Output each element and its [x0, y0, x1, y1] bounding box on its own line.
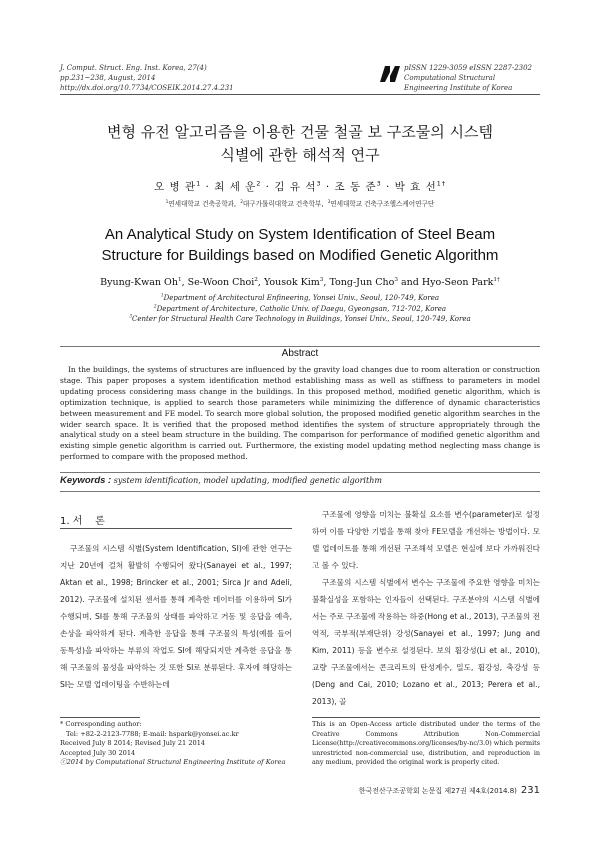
copyright-line: ⓒ2014 by Computational Structural Engineering Institute of Korea: [60, 758, 286, 767]
keywords-label: Keywords :: [60, 475, 112, 486]
author: Yousok Kim: [263, 277, 320, 288]
keywords-text: system identification, model updating, modified genetic algorithm: [113, 476, 382, 485]
author: 오 병 관: [154, 181, 197, 193]
page-number: 231: [520, 785, 540, 796]
affiliation: Department of Architecture, Catholic Univ. of Daegu, Gyeongsan, 712-702, Korea: [156, 304, 447, 313]
license-footnote: This is an Open-Access article distributed under the terms of the Creative Commons Attribution Non-Commercial License(http://creativecommons.org/licenses/by-nc/3.0) which permits unrestricted non-commercial use, distribution, and reproduction in any medium, provided the original work is properly cited.: [312, 720, 541, 767]
korean-title: [0, 121, 600, 167]
footnote-line: Accepted July 30 2014: [60, 748, 136, 757]
license-rule: [312, 717, 540, 718]
author: 김 유 석: [274, 181, 317, 193]
keywords: [60, 475, 540, 486]
publisher-line: Computational Structural: [404, 74, 496, 82]
header-divider: [60, 94, 540, 95]
journal-logo-icon: [378, 64, 402, 84]
abstract-heading: Abstract: [281, 348, 319, 359]
section-number: 1. 서: [60, 516, 83, 527]
body-column-right: [312, 506, 540, 710]
body-paragraph: 구조물에 영향을 미치는 불확실 요소를 변수(parameter)로 설정하여 이를 다양한 기법을 통해 찾아 FE모델을 개선하는 방법이다. 모델 업데이트를 통해 개선된 구조해석 모델은 현실에 보다 가까워진다고 볼 수 있다.: [312, 510, 540, 570]
korean-affiliations: $^1$연세대학교 건축공학과, $^2$대구가톨릭대학교 건축학부, $^3$연세대학교 건축구조헬스케어연구단: [165, 198, 435, 208]
affiliation: Department of Architectural Enfineering, Yonsei Univ., Seoul, 120-749, Korea: [163, 294, 440, 302]
doi-link[interactable]: http://dx.doi.org/10.7734/COSEIK.2014.27.4.231: [60, 84, 234, 92]
abstract-bottom-rule: [60, 472, 540, 473]
author: Hyo-Seon Park: [421, 277, 494, 288]
affiliation: 연세대학교 건축구조헬스케어연구단: [330, 200, 435, 208]
author-footnote: [60, 720, 292, 768]
journal-citation: [60, 63, 234, 93]
affiliation: 대구가톨릭대학교 건축학부,: [242, 200, 324, 208]
journal-footer: 한국전산구조공학회 논문집 제27권 제4호(2014.8): [358, 787, 517, 795]
body-paragraph: 구조물의 시스템 식별(System Identification, SI)에 관한 연구는 지난 20년에 걸쳐 활발히 수행되어 왔다(Sanayei et al., 1997; Aktan et al., 1998; Brincker et al., 2001; Sirca Jr and Adeli, 2012). 구조물에 설치된 센서를 통해 계측한 데이터를 이용하여 SI가 수행되며, SI를 통해 구조물의 상태를 파악하고 거동 및 응답을 예측, 손상을 파악하게 된다. 계측한 응답을 통해 구조물의 특성(예를 들어 동특성)을 파악하는 부류의 작업도 SI에 해당되지만 계측한 응답을 통해 구조물의 물성을 파악하는 것 또한 SI로 분류된다. 후자에 해당하는 SI는 모델 업데이팅을 수반하는데: [60, 544, 292, 689]
footnote-rule: [60, 717, 140, 718]
citation-line: J. Comput. Struct. Eng. Inst. Korea, 27(4): [60, 64, 207, 72]
author: Byung-Kwan Oh: [100, 277, 178, 288]
korean-authors: 오 병 관$^1$ · 최 세 운$^2$ · 김 유 석$^3$ · 조 동 준$^3$ · 박 효 선$^{1\dagger}$: [154, 180, 446, 193]
body-paragraph: 구조물의 시스템 식별에서 변수는 구조물에 주요한 영향을 미치는 불확실성을 포함하는 인자들이 선택된다. 구조분야의 시스템 식별에서는 주로 구조물에 작용하는 하중(Hong et al., 2013), 구조물의 전역적, 국부적(부재단위) 강성(Sanayei et al., 1997; Jung and Kim, 2011) 등을 변수로 설정된다. 보의 휨강성(Li et al., 2010), 교량 구조물에서는 콘크리트의 탄성계수, 밀도, 휨강성, 축강성 등(Deng and Cai, 2010; Lozano et al., 2013; Perera et al., 2013), 골: [312, 578, 540, 706]
author: 조 동 준: [334, 181, 377, 193]
korean-title-line: 식별에 관한 해석적 연구: [220, 146, 380, 164]
abstract-text: In the buildings, the systems of structures are influenced by the gravity load changes due to room alteration or construction stage. This paper proposes a system identification method establishing mass as well as stiffness to parameters in model updating process considering mass change in the buildings. In this proposed method, modified genetic algorithm, which is optimization technique, is applied to search those parameters while minimizing the difference of dynamic characteristics between measurement and FE model. To search more global solution, the proposed modified genetic algorithm searches in the wider search space. It is verified that the proposed method identifies the system of structure appropriately through the analytical study on a steel beam structure in the building. The comparison for performance of modified genetic algorithm and existing simple genetic algorithm is carried out. Furthermore, the existing model updating method neglecting mass change is performed to compare with the proposed method.: [60, 365, 540, 462]
english-title-line: Structure for Buildings based on Modified Genetic Algorithm: [101, 247, 499, 264]
affiliation: Center for Structural Health Care Technology in Buildings, Yonsei Univ., Seoul, 120-749, Korea: [132, 315, 471, 323]
section-title: 론: [95, 516, 105, 527]
author: Tong-Jun Cho: [329, 277, 395, 288]
issn-line: pISSN 1229-3059 eISSN 2287-2302: [404, 64, 533, 72]
keywords-rule: [60, 491, 540, 492]
issn-block: [404, 63, 532, 93]
affiliation: 연세대학교 건축공학과,: [168, 200, 237, 208]
abstract-top-rule: [60, 346, 540, 347]
footnote-line: * Corresponding author:: [60, 720, 142, 728]
english-title: [0, 224, 600, 266]
author: 박 효 선: [394, 181, 437, 193]
author: Se-Woon Choi: [187, 277, 255, 288]
body-column-left: [60, 540, 292, 693]
page-footer: [359, 785, 540, 796]
footnote-line: Tel: +82-2-2123-7788; E-mail: hspark@yonsei.ac.kr: [66, 729, 239, 738]
footnote-line: Received July 8 2014; Revised July 21 2014: [60, 739, 206, 748]
section-heading: [60, 512, 105, 527]
author: 최 세 운: [214, 181, 257, 193]
english-affiliations: $^1$Department of Architectural Enfineering, Yonsei Univ., Seoul, 120-749, Korea $^2$Department of Architecture, Catholic Univ. of Daegu, Gyeongsan, 712-702, Korea $^3$Center for Structural Health Care Technology in Buildings, Yonsei Univ., Seoul, 120-749, Korea: [129, 292, 471, 323]
english-title-line: An Analytical Study on System Identification of Steel Beam: [104, 226, 496, 243]
publisher-line: Engineering Institute of Korea: [404, 84, 513, 92]
section-rule: [60, 528, 292, 529]
english-authors: Byung-Kwan Oh$^1$, Se-Woon Choi$^2$, Yousok Kim$^3$, Tong-Jun Cho$^3$ and Hyo-Seon Park$^{1\dagger}$: [100, 276, 500, 288]
korean-title-line: 변형 유전 알고리즘을 이용한 건물 철골 보 구조물의 시스템: [107, 123, 493, 141]
citation-line: pp.231~238, August, 2014: [60, 74, 156, 82]
